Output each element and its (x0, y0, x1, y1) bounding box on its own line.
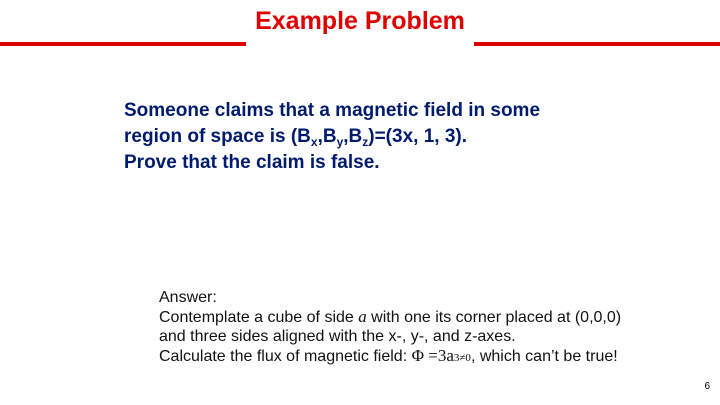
problem-line-2 (124, 124, 644, 150)
answer-block (159, 288, 699, 368)
title-rule-left (0, 42, 246, 46)
answer-line-3 (159, 346, 699, 368)
problem-statement (124, 98, 644, 176)
problem-line-2-suffix: )=(3x, 1, 3). (368, 126, 467, 147)
answer-heading: Answer: (159, 289, 217, 306)
problem-line-3: Prove that the claim is false. (124, 152, 380, 173)
problem-line-2-prefix: region of space is (B (124, 126, 311, 147)
problem-line-2-sep2: ,B (343, 126, 363, 147)
subscript-y: y (336, 135, 344, 149)
answer-line-1-after: with one its corner placed at (0,0,0) (366, 309, 622, 326)
answer-line-3-before: Calculate the flux of magnetic field: (159, 348, 412, 365)
subscript-z: z (362, 135, 369, 149)
flux-formula-tail: 3≠0 (453, 352, 471, 364)
title-rule-right (474, 42, 720, 46)
answer-line-3-after: , which can’t be true! (470, 348, 618, 365)
problem-line-1: Someone claims that a magnetic field in some (124, 100, 541, 121)
answer-line-2: and three sides aligned with the x-, y-, and z-axes. (159, 328, 516, 345)
slide-title: Example Problem (255, 7, 465, 35)
side-variable: a (358, 307, 367, 326)
answer-line-1 (159, 307, 699, 327)
flux-formula: Φ =3a (411, 346, 454, 365)
page-number: 6 (704, 381, 710, 392)
problem-line-2-sep1: ,B (317, 126, 337, 147)
answer-line-1-before: Contemplate a cube of side (159, 309, 359, 326)
subscript-x: x (310, 135, 318, 149)
